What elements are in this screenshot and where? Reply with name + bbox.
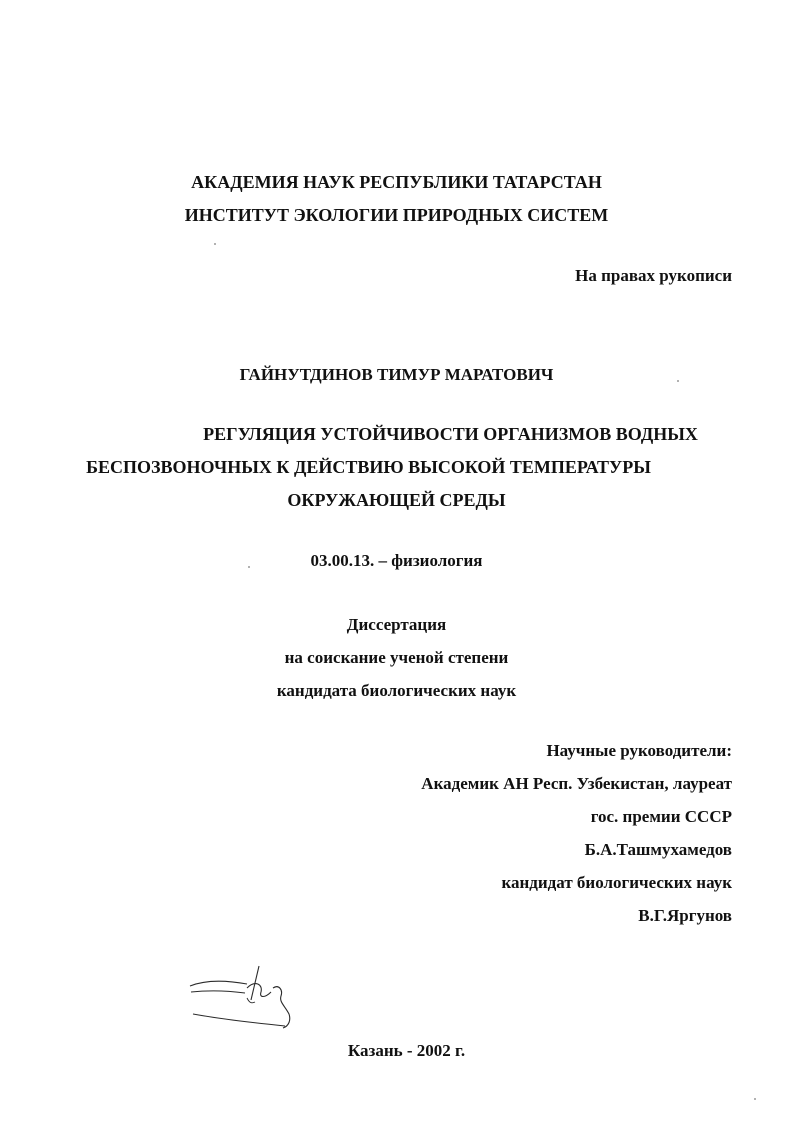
handwritten-signature	[185, 958, 335, 1038]
manuscript-note: На правах рукописи	[575, 266, 732, 285]
author-name: ГАЙНУТДИНОВ ТИМУР МАРАТОВИЧ	[239, 365, 554, 384]
academy-name: АКАДЕМИЯ НАУК РЕСПУБЛИКИ ТАТАРСТАН	[191, 172, 602, 192]
supervisors-heading: Научные руководители:	[546, 741, 732, 760]
supervisor-line-1: Академик АН Респ. Узбекистан, лауреат	[421, 774, 732, 793]
supervisor-line-5: В.Г.Яргунов	[638, 906, 732, 925]
institute-name: ИНСТИТУТ ЭКОЛОГИИ ПРИРОДНЫХ СИСТЕМ	[184, 205, 609, 225]
scan-speck	[214, 243, 216, 245]
scan-speck	[677, 380, 679, 382]
supervisor-line-2: гос. премии СССР	[590, 807, 732, 826]
dissertation-title-line-2: БЕСПОЗВОНОЧНЫХ К ДЕЙСТВИЮ ВЫСОКОЙ ТЕМПЕРАТУРЫ	[86, 457, 651, 477]
scan-speck	[754, 1098, 756, 1100]
supervisor-line-4: кандидат биологических наук	[501, 873, 732, 892]
scan-speck	[248, 566, 250, 568]
degree-line-3: кандидата биологических наук	[276, 681, 517, 700]
supervisor-line-3: Б.А.Ташмухамедов	[584, 840, 732, 859]
degree-line-2: на соискание ученой степени	[284, 648, 509, 667]
degree-line-1: Диссертация	[346, 615, 447, 634]
city-year: Казань - 2002 г.	[347, 1041, 466, 1060]
specialty-code: 03.00.13. – физиология	[310, 551, 483, 570]
dissertation-title-line-1: РЕГУЛЯЦИЯ УСТОЙЧИВОСТИ ОРГАНИЗМОВ ВОДНЫХ	[203, 424, 698, 444]
dissertation-title-line-3: ОКРУЖАЮЩЕЙ СРЕДЫ	[287, 490, 506, 510]
